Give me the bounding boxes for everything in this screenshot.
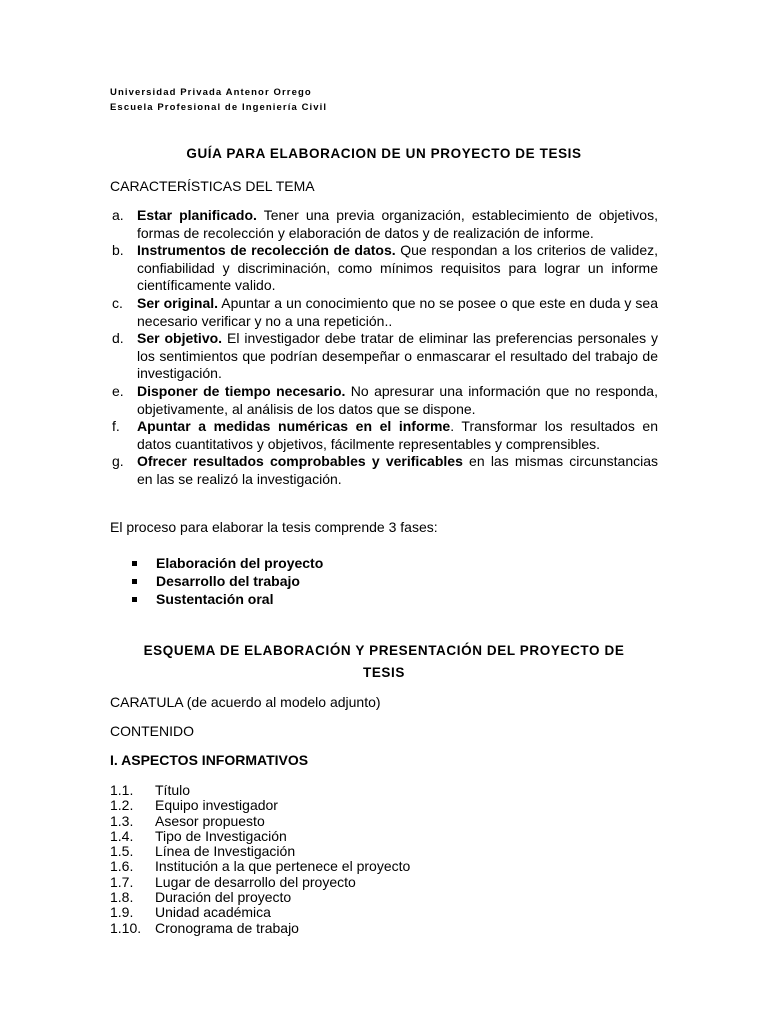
institution-name: Universidad Privada Antenor Orrego	[110, 87, 312, 98]
list-item-text: No apresurar una información que no responda, objetivamente, al análisis de los datos que se dispone.	[137, 382, 658, 417]
school-name: Escuela Profesional de Ingeniería Civil	[110, 102, 328, 113]
list-item-bold: Estar planificado.	[137, 207, 257, 223]
list-item	[110, 330, 658, 383]
caratula-line: CARATULA (de acuerdo al modelo adjunto)	[110, 694, 381, 710]
contenido-line: CONTENIDO	[110, 723, 194, 739]
list-item-text: en las mismas circunstancias en las se realizó la investigación.	[137, 453, 658, 487]
list-item-text: Asesor propuesto	[155, 812, 265, 829]
list-item	[110, 207, 658, 242]
list-item-letter: c.	[112, 294, 123, 311]
list-item-text: Línea de Investigación	[155, 843, 296, 860]
list-item	[110, 242, 658, 295]
list-item-text: Equipo investigador	[155, 797, 278, 814]
list-item-number: 1.3.	[110, 812, 134, 829]
list-item-text: El investigador debe tratar de eliminar las preferencias personales y los sentimientos que podrían desempeñar o enmascarar el resultado del trabajo de investigación.	[137, 330, 658, 382]
list-item-text: Unidad académica	[155, 904, 271, 921]
list-item-letter: f.	[112, 418, 120, 435]
list-item	[110, 418, 658, 453]
list-item-number: 1.8.	[110, 889, 134, 906]
aspectos-list	[110, 783, 410, 936]
list-item-text: Institución a la que pertenece el proyecto	[155, 858, 411, 875]
phase-item: Desarrollo del trabajo	[130, 572, 323, 590]
list-item-letter: b.	[112, 242, 124, 259]
characteristics-list	[110, 207, 658, 489]
list-item-bold: Ofrecer resultados comprobables y verificables	[137, 453, 463, 470]
list-item-letter: e.	[112, 382, 124, 399]
list-item-text: Apuntar a un conocimiento que no se posee o que este en duda y sea necesario verificar y no a una repetición..	[137, 294, 658, 329]
list-item-text: Duración del proyecto	[155, 889, 292, 906]
list-item-text: Título	[155, 782, 191, 798]
schema-title	[0, 640, 768, 684]
list-item	[110, 890, 410, 905]
list-item	[110, 859, 410, 874]
list-item	[110, 383, 658, 418]
list-item-text: Tipo de Investigación	[155, 827, 287, 844]
list-item-text: Cronograma de trabajo	[155, 919, 299, 936]
schema-title-line1: ESQUEMA DE ELABORACIÓN Y PRESENTACIÓN DEL PROYECTO DE	[143, 643, 625, 658]
list-item-bold: Ser objetivo.	[137, 330, 223, 347]
list-item	[110, 453, 658, 488]
list-item-number: 1.2.	[110, 797, 134, 814]
aspectos-heading: I. ASPECTOS INFORMATIVOS	[110, 752, 309, 768]
section-heading-characteristics: CARACTERÍSTICAS DEL TEMA	[110, 178, 315, 194]
list-item	[110, 905, 410, 920]
list-item	[110, 875, 410, 890]
list-item-number: 1.5.	[110, 843, 134, 860]
list-item-letter: a.	[112, 207, 124, 223]
list-item-number: 1.7.	[110, 873, 134, 890]
list-item-text: Lugar de desarrollo del proyecto	[155, 873, 356, 890]
list-item	[110, 921, 410, 936]
list-item	[110, 829, 410, 844]
schema-title-line2: TESIS	[362, 665, 405, 680]
list-item	[110, 814, 410, 829]
phases-list	[130, 554, 323, 608]
list-item-text: Que respondan a los criterios de validez, confiabilidad y discriminación, como mínimos requisitos para lograr un informe científicamente valido.	[137, 242, 658, 294]
list-item-text: . Transformar los resultados en datos cuantitativos y objetivos, fácilmente representables y comprensibles.	[137, 418, 658, 452]
list-item-number: 1.6.	[110, 858, 134, 875]
list-item	[110, 844, 410, 859]
list-item	[110, 798, 410, 813]
list-item-text: Tener una previa organización, establecimiento de objetivos, formas de recolección y elaboración de datos y de realización de informe.	[137, 207, 658, 241]
list-item-letter: d.	[112, 330, 124, 347]
phase-item: Sustentación oral	[130, 590, 323, 608]
list-item-bold: Apuntar a medidas numéricas en el informe	[137, 418, 451, 435]
list-item-bold: Disponer de tiempo necesario.	[137, 382, 346, 399]
list-item-number: 1.4.	[110, 827, 134, 844]
list-item	[110, 295, 658, 330]
list-item-bold: Instrumentos de recolección de datos.	[137, 242, 396, 259]
list-item-bold: Ser original.	[137, 294, 219, 311]
list-item	[110, 783, 410, 798]
list-item-letter: g.	[112, 453, 124, 470]
process-intro: El proceso para elaborar la tesis comprende 3 fases:	[110, 519, 438, 535]
phase-item: Elaboración del proyecto	[130, 554, 323, 572]
list-item-number: 1.10.	[110, 919, 142, 936]
document-title: GUÍA PARA ELABORACION DE UN PROYECTO DE TESIS	[186, 146, 582, 161]
list-item-number: 1.1.	[110, 782, 134, 798]
list-item-number: 1.9.	[110, 904, 134, 921]
